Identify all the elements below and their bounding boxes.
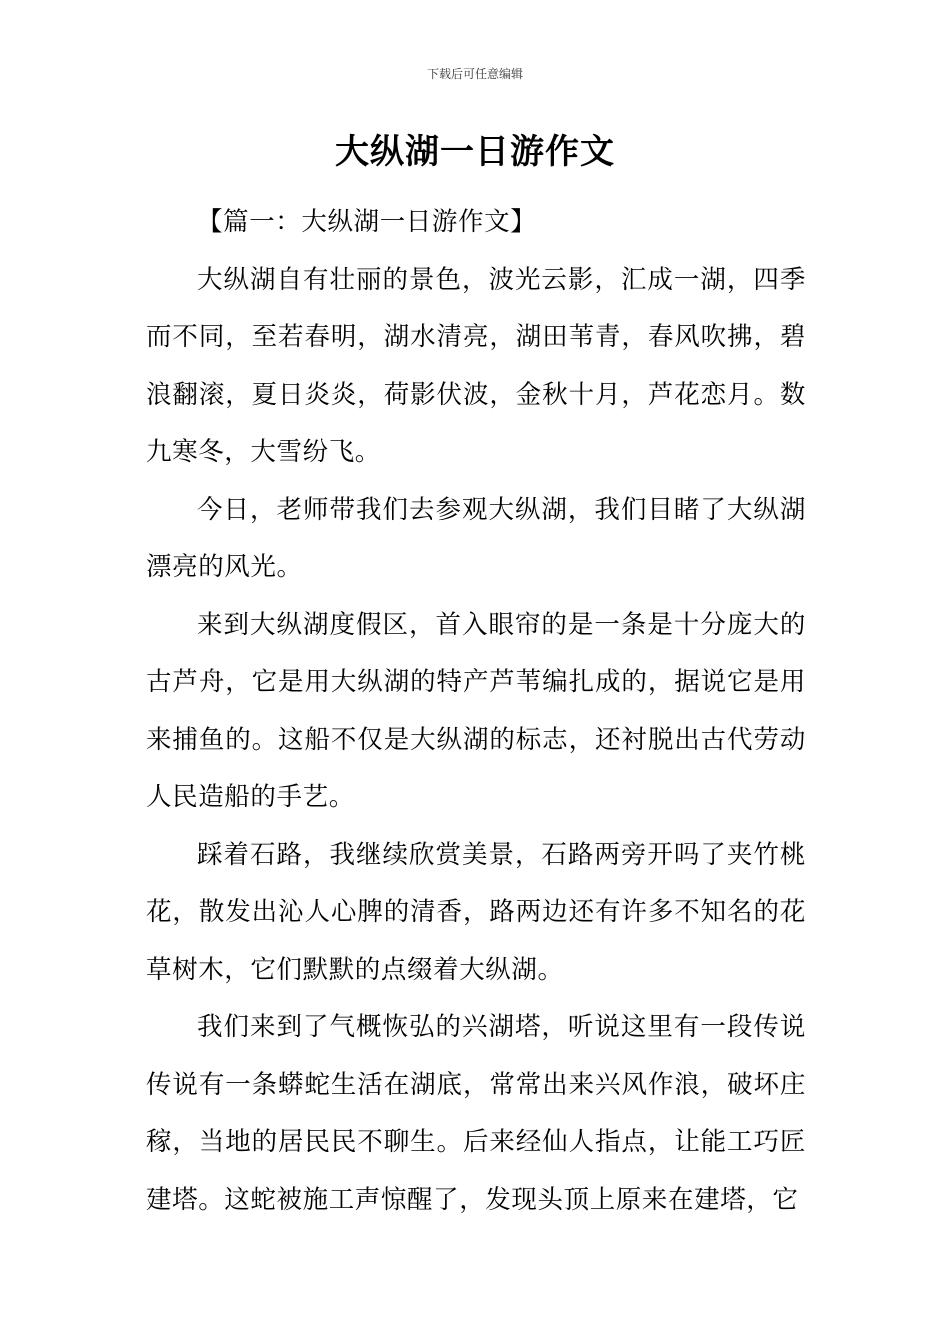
paragraph: 大纵湖自有壮丽的景色，波光云影，汇成一湖，四季而不同，至若春明，湖水清亮，湖田苇青，春风吹拂，碧浪翻滚，夏日炎炎，荷影伏波，金秋十月，芦花恋月。数九寒冬，大雪纷飞。	[146, 264, 806, 467]
paragraph: 我们来到了气概恢弘的兴湖塔，听说这里有一段传说传说有一条蟒蛇生活在湖底，常常出来兴风作浪，破坏庄稼，当地的居民民不聊生。后来经仙人指点，让能工巧匠建塔。这蛇被施工声惊醒了，发现头顶上原来在建塔，它	[146, 1012, 806, 1215]
paragraph: 来到大纵湖度假区，首入眼帘的是一条是十分庞大的古芦舟，它是用大纵湖的特产芦苇编扎成的，据说它是用来捕鱼的。这船不仅是大纵湖的标志，还衬脱出古代劳动人民造船的手艺。	[146, 609, 806, 812]
paragraph: 今日，老师带我们去参观大纵湖，我们目睹了大纵湖漂亮的风光。	[146, 494, 806, 582]
document-body	[146, 194, 806, 1229]
document-title: 大纵湖一日游作文	[335, 132, 615, 172]
header-note: 下载后可任意编辑	[426, 67, 523, 81]
paragraph: 踩着石路，我继续欣赏美景，石路两旁开吗了夹竹桃花，散发出沁人心脾的清香，路两边还有许多不知名的花草树木，它们默默的点缀着大纵湖。	[146, 839, 806, 985]
section-heading: 【篇一：大纵湖一日游作文】	[197, 207, 537, 237]
